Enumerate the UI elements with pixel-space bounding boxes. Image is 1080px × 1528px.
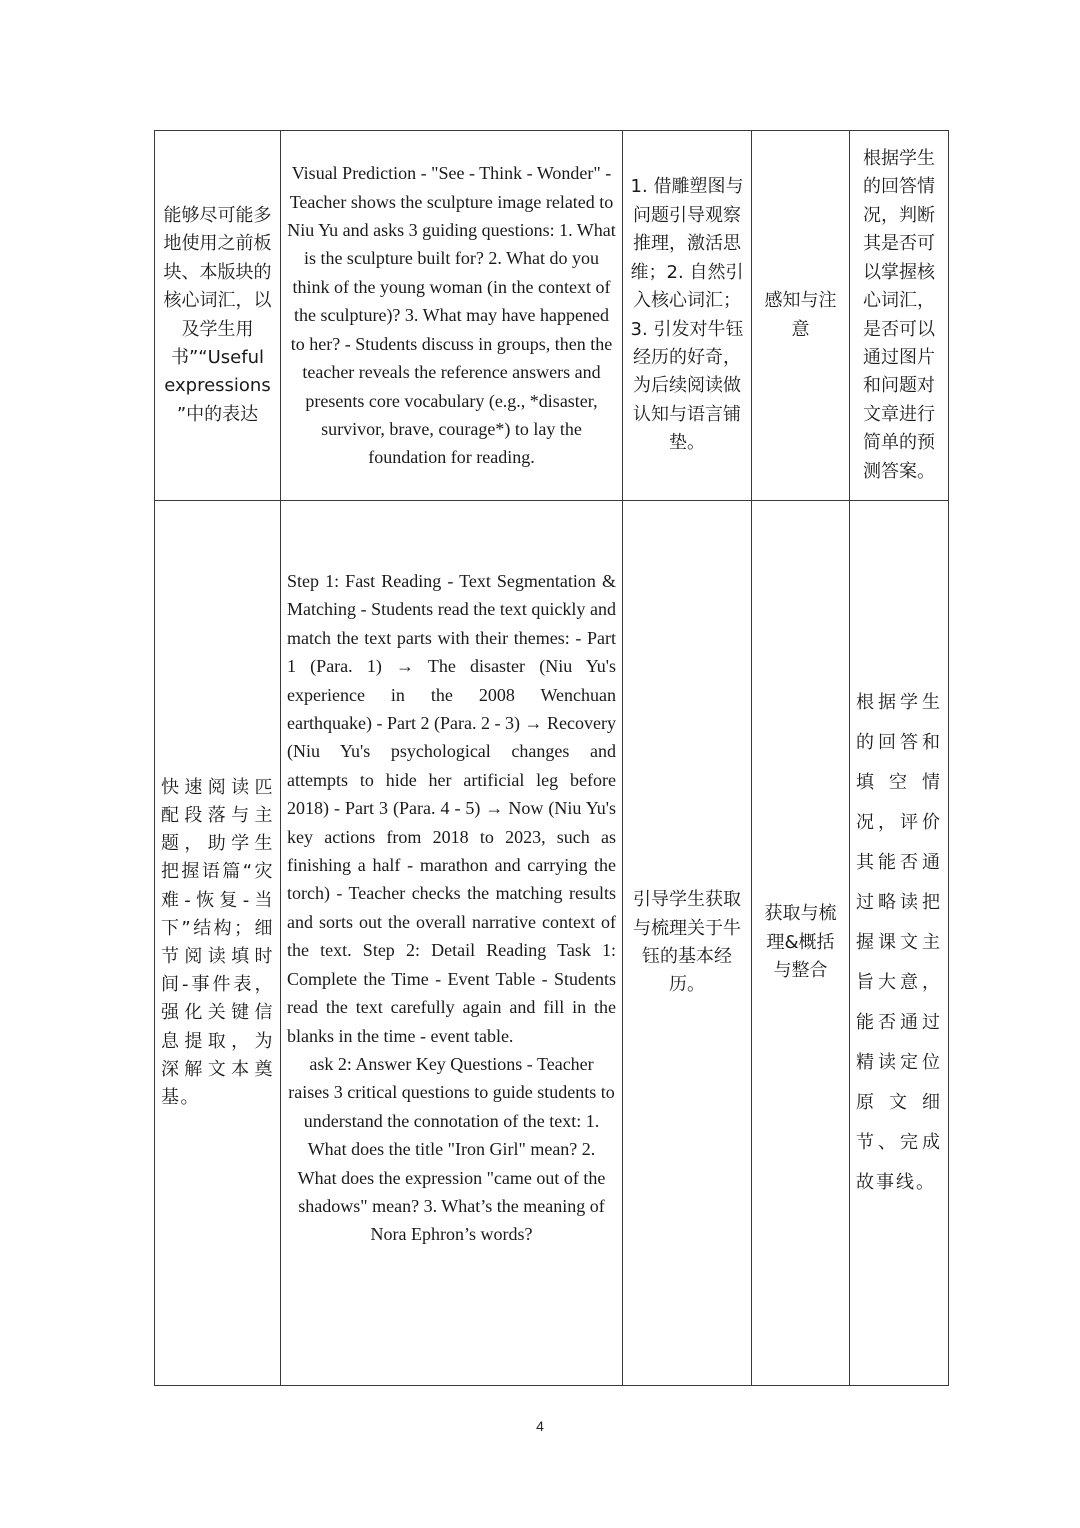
assessment-cell: 根据学生的回答情况，判断其是否可以掌握核心词汇，是否可以通过图片和问题对文章进行简单的预测答案。	[850, 131, 949, 501]
activity-questions-text: ask 2: Answer Key Questions - Teacher raises 3 critical questions to guide students to understand the connotation of the text: 1. What does the title "Iron Girl" mean? 2. What does the expression "came out of the shadows" mean? 3. What’s the meaning of Nora Ephron’s words?	[288, 1053, 615, 1245]
assessment-cell: 根据学生的回答和填空情况，评价其能否通过略读把握课文主旨大意，能否通过精读定位原文细节、完成故事线。	[850, 501, 949, 1386]
intent-cell: 引导学生获取与梳理关于牛钰的基本经历。	[623, 501, 752, 1386]
activity-cell: Visual Prediction - "See - Think - Wonder" - Teacher shows the sculpture image related to Niu Yu and asks 3 guiding questions: 1. What is the sculpture built for? 2. What do you think of the young woman (in the context of the sculpture)? 3. What may have happened to her? - Students discuss in groups, then the teacher reveals the reference answers and presents core vocabulary (e.g., *disaster, survivor, brave, courage*) to lay the foundation for reading.	[281, 131, 623, 501]
intent-cell: 1. 借雕塑图与问题引导观察推理，激活思维；2. 自然引入核心词汇；3. 引发对牛钰经历的好奇，为后续阅读做认知与语言铺垫。	[623, 131, 752, 501]
lesson-plan-table	[154, 130, 949, 1386]
table-row	[155, 131, 949, 501]
level-cell: 获取与梳理&概括与整合	[752, 501, 850, 1386]
objective-cell: 能够尽可能多地使用之前板块、本版块的核心词汇，以及学生用书”“Useful expressions”中的表达	[155, 131, 281, 501]
activity-steps-text: Step 1: Fast Reading - Text Segmentation & Matching - Students read the text quickly and match the text parts with their themes: - Part 1 (Para. 1) → The disaster (Niu Yu's experience in the 2008 Wenchuan earthquake) - Part 2 (Para. 2 - 3) → Recovery (Niu Yu's psychological changes and attempts to hide her artificial leg before 2018) - Part 3 (Para. 4 - 5) → Now (Niu Yu's key actions from 2018 to 2023, such as finishing a half - marathon and carrying the torch) - Teacher checks the matching results and sorts out the overall narrative context of the text. Step 2: Detail Reading Task 1: Complete the Time - Event Table - Students read the text carefully again and fill in the blanks in the time - event table.	[287, 571, 616, 1046]
activity-cell	[281, 501, 623, 1386]
table-row	[155, 501, 949, 1386]
objective-cell: 快速阅读匹配段落与主题，助学生把握语篇“灾难-恢复-当下”结构；细节阅读填时间-事件表，强化关键信息提取，为深解文本奠基。	[155, 501, 281, 1386]
page-number: 4	[536, 1418, 544, 1434]
level-cell: 感知与注意	[752, 131, 850, 501]
